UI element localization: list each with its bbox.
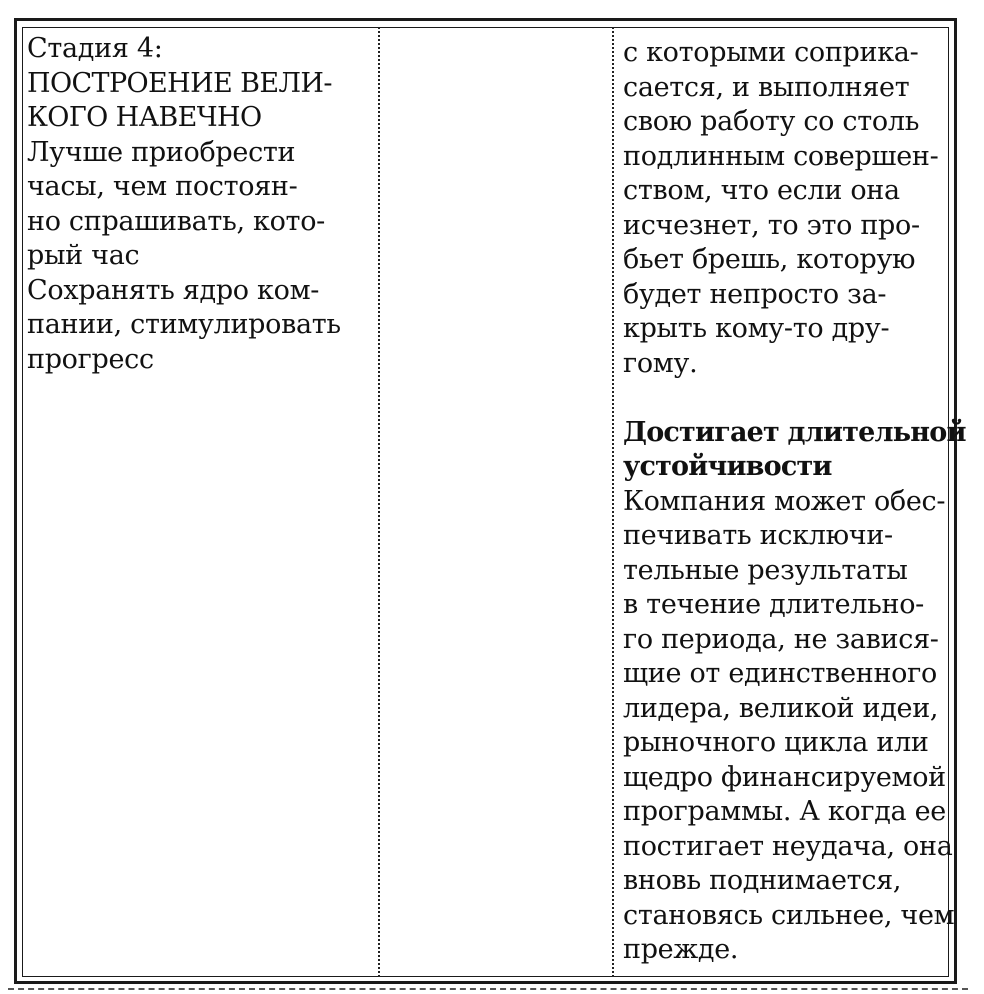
section-heading: устойчивости <box>623 451 832 482</box>
intro-line: свою работу со столь <box>623 106 920 137</box>
body-line: лидера, великой идеи, <box>623 692 939 724</box>
section-heading: Достигает длительной <box>623 416 966 448</box>
intro-line: сается, и выполняет <box>623 71 910 103</box>
body-line: го периода, не завися- <box>623 623 939 655</box>
intro-line: исчезнет, то это про- <box>623 209 920 241</box>
stage-column <box>27 32 372 377</box>
body-line: рыночного цикла или <box>623 727 929 758</box>
body-line: Компания может обес- <box>623 485 946 517</box>
body-line: вновь поднимается, <box>623 865 902 896</box>
column-divider-left <box>378 27 380 977</box>
principle-line: Лучше приобрести <box>27 136 296 168</box>
principle-line: Сохранять ядро ком- <box>27 274 320 306</box>
intro-line: бьет брешь, которую <box>623 244 916 275</box>
body-line: печивать исключи- <box>623 520 893 551</box>
body-line: в течение длительно- <box>623 589 924 620</box>
page-bottom-rule <box>8 988 968 990</box>
stage-title-line: КОГО НАВЕЧНО <box>27 102 262 133</box>
intro-line: гому. <box>623 347 698 379</box>
stage-label: Стадия 4: <box>27 33 163 64</box>
stage-title-line: ПОСТРОЕНИЕ ВЕЛИ- <box>27 67 332 99</box>
body-line: щие от единственного <box>623 658 937 689</box>
body-line: программы. А когда ее <box>623 796 946 827</box>
intro-line: с которыми соприка- <box>623 37 919 68</box>
intro-line: ством, что если она <box>623 175 900 206</box>
body-line: постигает неудача, она <box>623 830 953 862</box>
body-line: тельные результаты <box>623 554 908 586</box>
principle-line: но спрашивать, кото- <box>27 205 325 237</box>
intro-line: будет непросто за- <box>623 278 887 310</box>
body-line: щедро финансируемой <box>623 761 946 793</box>
principle-line: рый час <box>27 240 140 271</box>
paragraph-gap <box>623 381 945 416</box>
body-line: прежде. <box>623 934 739 965</box>
principle-line: прогресс <box>27 343 154 375</box>
body-line: становясь сильнее, чем <box>623 899 955 931</box>
intro-line: подлинным совершен- <box>623 140 939 172</box>
intro-line: крыть кому-то дру- <box>623 313 890 344</box>
outcome-column <box>623 36 966 968</box>
column-divider-right <box>612 27 614 977</box>
principle-line: часы, чем постоян- <box>27 171 298 202</box>
principle-line: пании, стимулировать <box>27 309 341 340</box>
